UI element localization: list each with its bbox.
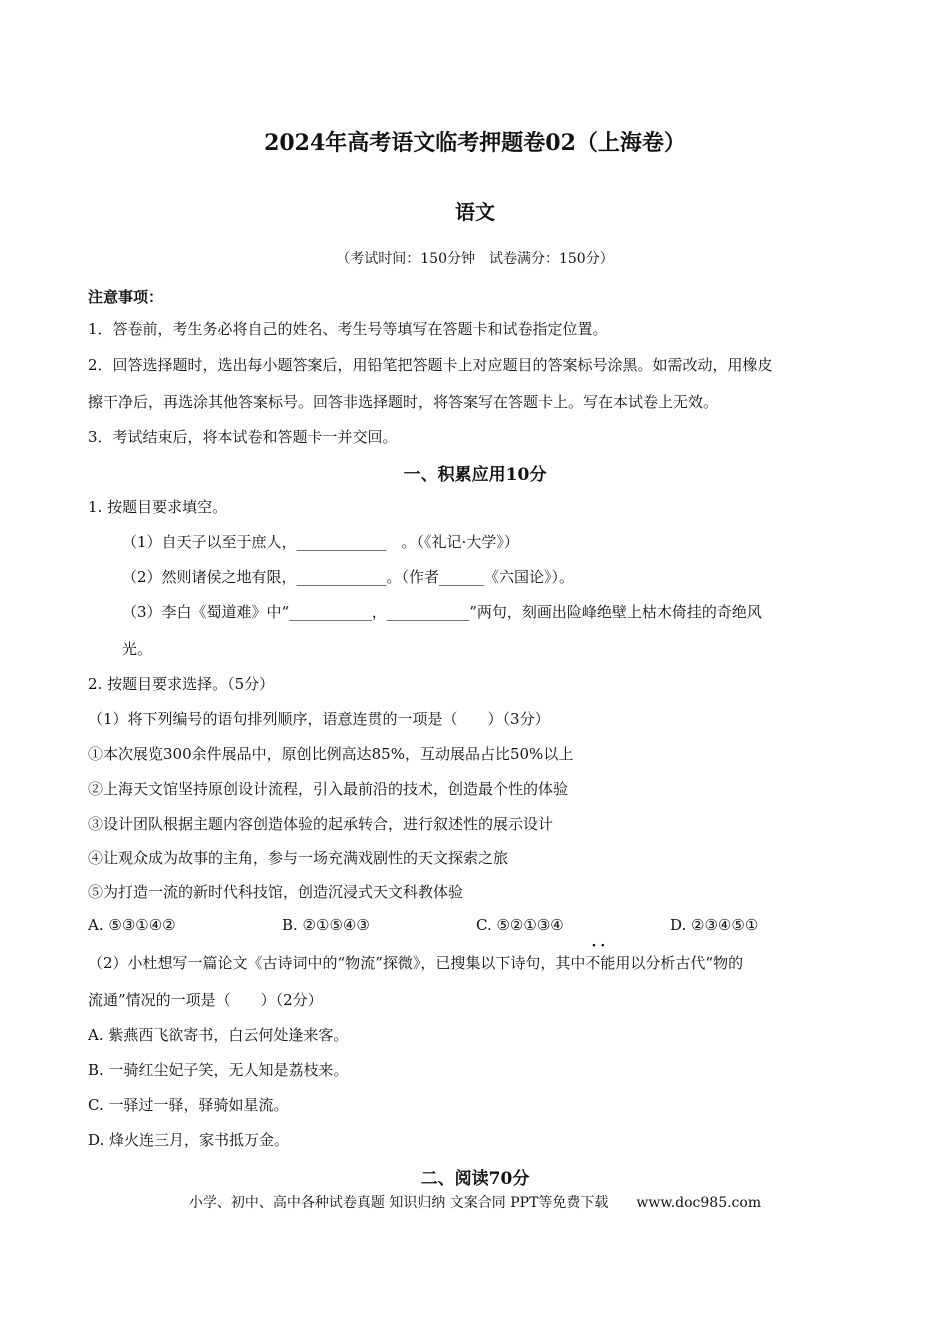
q1-item-3-line-2: 光。 [122,640,153,658]
q2-sentence-1: ①本次展览300余件展品中，原创比例高达85%，互动展品占比50%以上 [88,745,574,763]
q1-item-3-line-1: （3）李白《蜀道难》中“___________，___________”两句，刻画出险峰绝壁上枯木倚挂的奇绝风 [122,603,762,621]
q2-choice-c: C. 一驿过一驿，驿骑如星流。 [88,1096,289,1114]
subject-heading: 语文 [455,200,495,224]
q2-sub-2-stem-line-2: 流通”情况的一项是（ ）（2分） [88,991,323,1009]
q2-option-b: B. ②①⑤④③ [282,916,370,934]
q2-sub-2-emphasis: 不能 ·· [585,952,615,973]
section-1-heading: 一、积累应用10分 [403,465,547,485]
q2-sub-2-stem-after: 用以分析古代“物的 [615,954,744,972]
q2-option-c: C. ⑤②①③④ [476,916,564,934]
section-2-heading: 二、阅读70分 [420,1169,530,1189]
q2-sentence-3: ③设计团队根据主题内容创造体验的起承转合，进行叙述性的展示设计 [88,815,554,833]
q2-sub-2-stem-line-1 [88,952,743,973]
q1-item-1: （1）自天子以至于庶人，____________ 。（《礼记·大学》） [122,533,519,551]
notes-item-3: 3．考试结束后，将本试卷和答题卡一并交回。 [88,428,398,446]
q2-option-a: A. ⑤③①④② [88,916,176,934]
q2-sentence-2: ②上海天文馆坚持原创设计流程，引入最前沿的技术，创造最个性的体验 [88,780,569,798]
q2-option-d: D. ②③④⑤① [670,916,759,934]
q2-choice-b: B. 一骑红尘妃子笑，无人知是荔枝来。 [88,1061,349,1079]
page-title: 2024年高考语文临考押题卷02（上海卷） [264,130,686,156]
notes-item-2-line-2: 擦干净后，再选涂其他答案标号。回答非选择题时，将答案写在答题卡上。写在本试卷上无效。 [88,393,719,411]
notes-item-1: 1．答卷前，考生务必将自己的姓名、考生号等填写在答题卡和试卷指定位置。 [88,320,608,338]
exam-info: （考试时间：150分钟 试卷满分：150分） [336,251,614,267]
q2-choice-d: D. 烽火连三月，家书抵万金。 [88,1131,290,1149]
q2-sub-2-stem-before: （2）小杜想写一篇论文《古诗词中的“物流”探微》，已搜集以下诗句，其中 [88,954,586,972]
q2-choice-a: A. 紫燕西飞欲寄书，白云何处逢来客。 [88,1026,349,1044]
q1-stem: 1. 按题目要求填空。 [88,498,228,516]
q2-sub-1-stem: （1）将下列编号的语句排列顺序，语意连贯的一项是（ ）（3分） [88,710,550,728]
notes-item-2-line-1: 2．回答选择题时，选出每小题答案后，用铅笔把答题卡上对应题目的答案标号涂黑。如需改动，用橡皮 [88,356,773,374]
q1-item-2: （2）然则诸侯之地有限，____________。（作者______《六国论》）。 [122,568,575,586]
page-footer: 小学、初中、高中各种试卷真题 知识归纳 文案合同 PPT等免费下载 www.doc985.com [188,1195,762,1211]
notes-heading: 注意事项： [88,288,164,306]
q2-sentence-5: ⑤为打造一流的新时代科技馆，创造沉浸式天文科教体验 [88,883,464,901]
q2-stem: 2. 按题目要求选择。（5分） [88,675,275,693]
q2-sentence-4: ④让观众成为故事的主角，参与一场充满戏剧性的天文探索之旅 [88,849,509,867]
